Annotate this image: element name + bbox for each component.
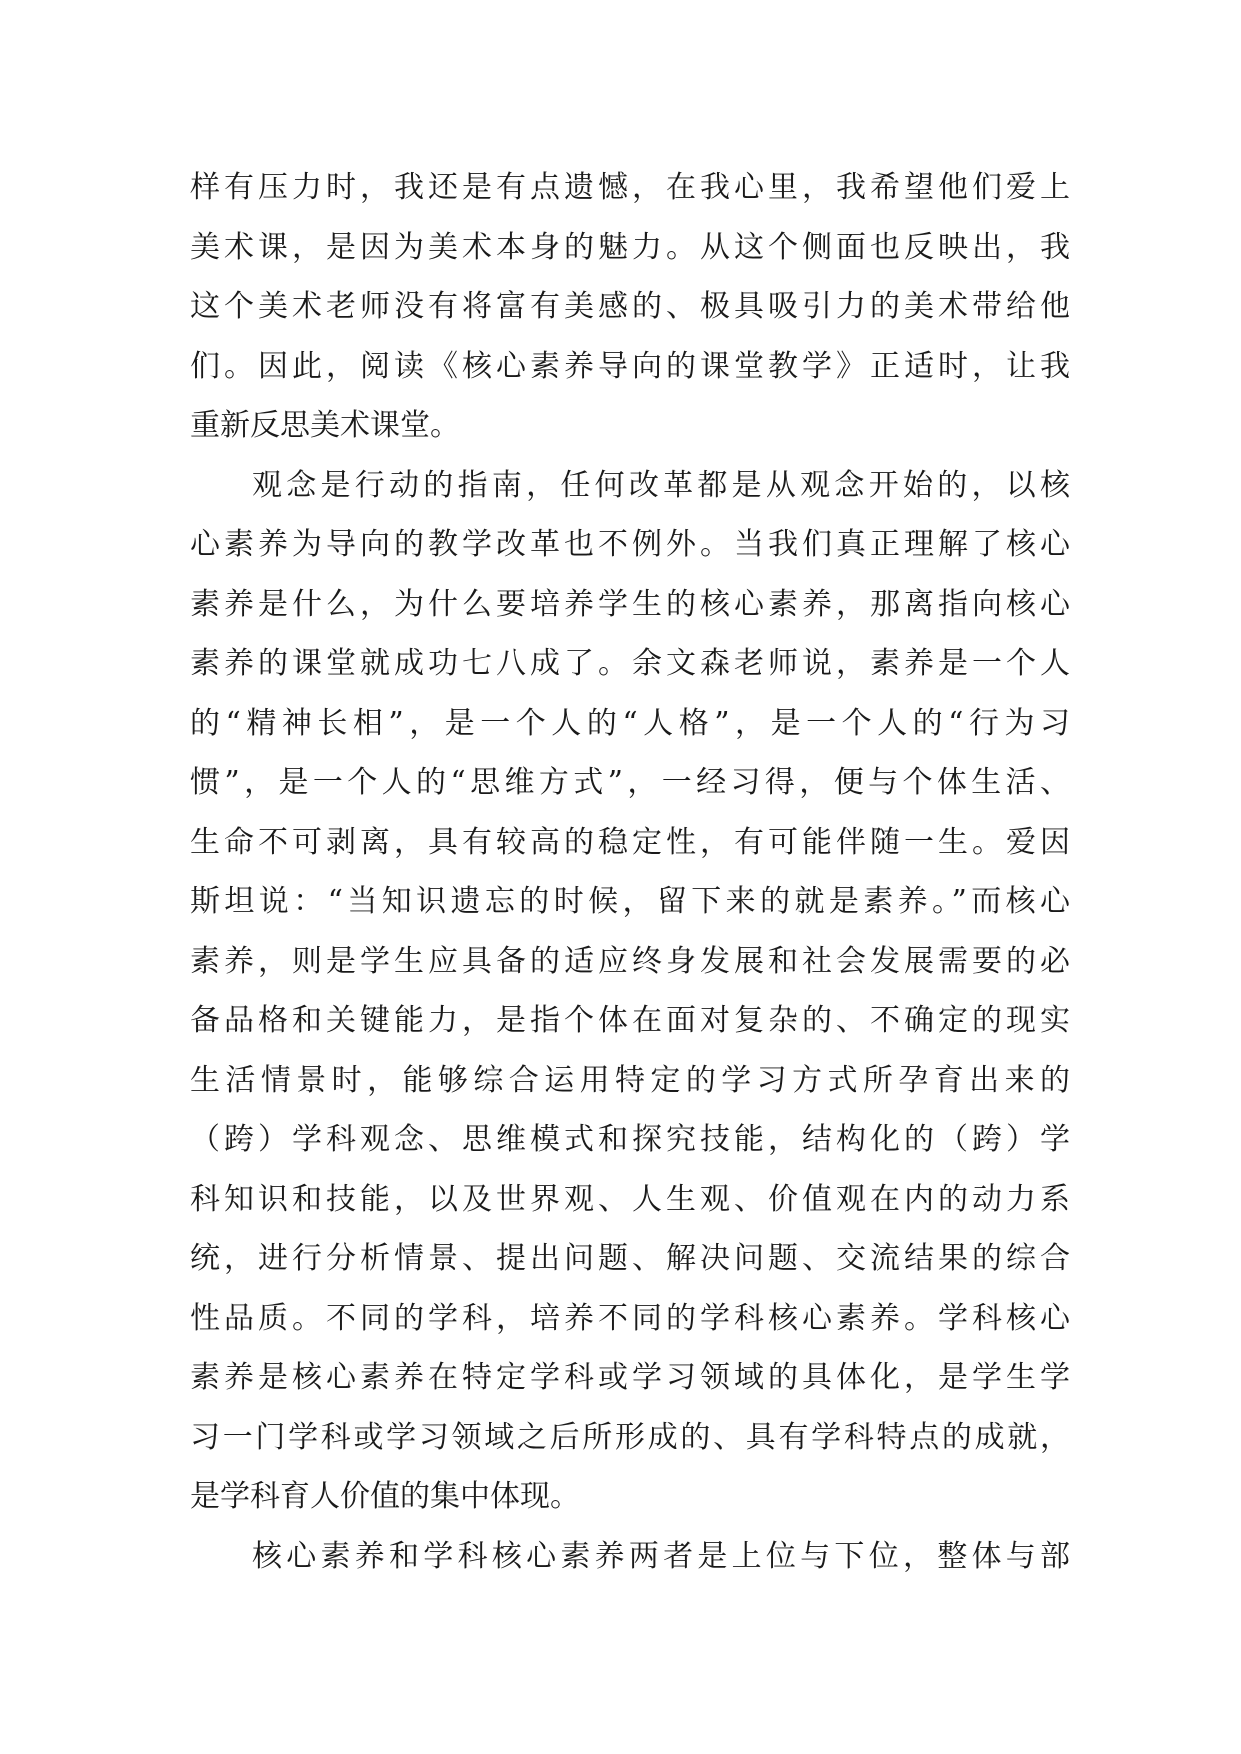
text-line: （跨）学科观念、思维模式和探究技能，结构化的（跨）学 bbox=[190, 1122, 1070, 1157]
text-line: 核心素养和学科核心素养两者是上位与下位，整体与部 bbox=[252, 1538, 1070, 1574]
paragraph bbox=[190, 456, 1070, 1527]
text-line: 重新反思美术课堂。 bbox=[190, 408, 460, 443]
text-line: 们。因此，阅读《核心素养导向的课堂教学》正适时，让我 bbox=[190, 348, 1070, 384]
text-line: 心素养为导向的教学改革也不例外。当我们真正理解了核心 bbox=[190, 527, 1070, 562]
text-line: 美术课，是因为美术本身的魅力。从这个侧面也反映出，我 bbox=[190, 229, 1070, 265]
text-line: 素养是核心素养在特定学科或学习领域的具体化，是学生学 bbox=[190, 1360, 1070, 1395]
text-line: 素养，则是学生应具备的适应终身发展和社会发展需要的必 bbox=[190, 943, 1070, 979]
text-line: 惯”，是一个人的“思维方式”，一经习得，便与个体生活、 bbox=[190, 765, 1070, 800]
text-line: 素养的课堂就成功七八成了。余文森老师说，素养是一个人 bbox=[190, 646, 1070, 681]
text-line: 性品质。不同的学科，培养不同的学科核心素养。学科核心 bbox=[190, 1300, 1070, 1336]
text-line: 科知识和技能，以及世界观、人生观、价值观在内的动力系 bbox=[190, 1181, 1070, 1217]
text-line: 观念是行动的指南，任何改革都是从观念开始的，以核 bbox=[252, 467, 1070, 503]
text-line: 样有压力时，我还是有点遗憾，在我心里，我希望他们爱上 bbox=[190, 170, 1070, 205]
text-line: 备品格和关键能力，是指个体在面对复杂的、不确定的现实 bbox=[190, 1003, 1070, 1038]
text-line: 习一门学科或学习领域之后所形成的、具有学科特点的成就， bbox=[190, 1419, 1070, 1455]
paragraph bbox=[190, 158, 1070, 456]
text-line: 生活情景时，能够综合运用特定的学习方式所孕育出来的 bbox=[190, 1062, 1070, 1098]
paragraph bbox=[190, 1527, 1070, 1587]
body-text bbox=[190, 158, 1070, 1586]
text-line: 是学科育人价值的集中体现。 bbox=[190, 1479, 580, 1514]
text-line: 的“精神长相”，是一个人的“人格”，是一个人的“行为习 bbox=[190, 705, 1070, 741]
text-line: 统，进行分析情景、提出问题、解决问题、交流结果的综合 bbox=[190, 1241, 1070, 1276]
text-line: 生命不可剥离，具有较高的稳定性，有可能伴随一生。爱因 bbox=[190, 824, 1070, 860]
text-line: 素养是什么，为什么要培养学生的核心素养，那离指向核心 bbox=[190, 586, 1070, 622]
text-line: 斯坦说：“当知识遗忘的时候，留下来的就是素养。”而核心 bbox=[190, 884, 1070, 919]
text-line: 这个美术老师没有将富有美感的、极具吸引力的美术带给他 bbox=[190, 289, 1070, 324]
